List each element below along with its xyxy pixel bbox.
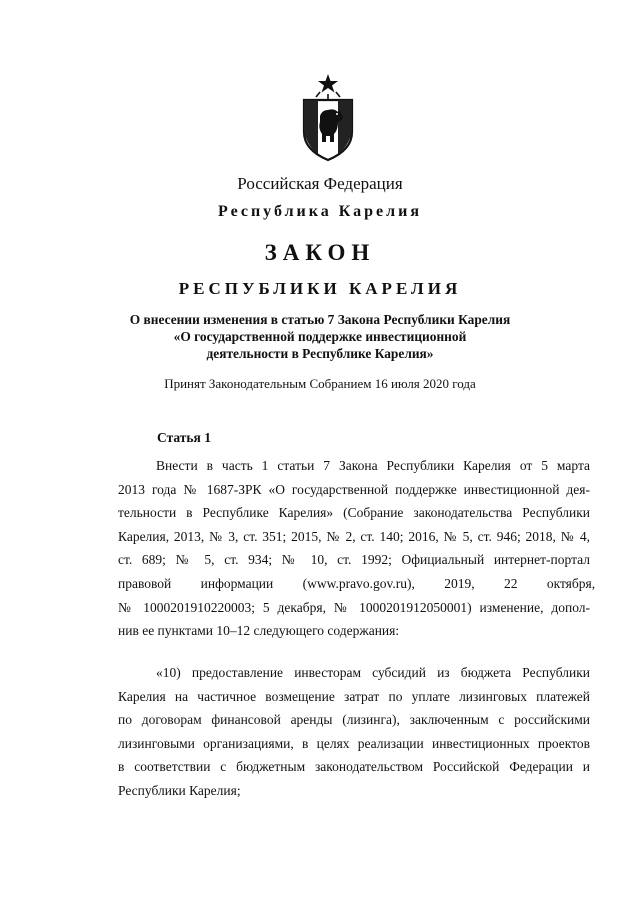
- paragraph-line: по договорам финансовой аренды (лизинга), заключенным с российскими: [118, 712, 590, 728]
- law-title-line: «О государственной поддержке инвестиционной: [173, 329, 467, 344]
- paragraph-line: Внести в часть 1 статьи 7 Закона Республики Карелия от 5 марта: [156, 458, 590, 473]
- coat-of-arms-karelia-icon: [298, 72, 358, 162]
- paragraph-line: тельности в Республике Карелия» (Собрание законодательства Республики: [118, 505, 590, 521]
- adoption-note: Принят Законодательным Собранием 16 июля 2020 года: [164, 376, 476, 391]
- paragraph-line: ст. 689; № 5, ст. 934; № 10, ст. 1992; Официальный интернет-портал: [118, 552, 590, 568]
- paragraph-line: лизинговыми организациями, в целях реализации инвестиционных проектов: [118, 735, 590, 751]
- article-heading: Статья 1: [157, 430, 211, 445]
- paragraph-line: Карелия, 2013, № 3, ст. 351; 2015, № 2, ст. 140; 2016, № 5, ст. 946; 2018, № 4,: [118, 528, 590, 544]
- article-paragraph-1: [118, 454, 596, 643]
- republic-name: Республика Карелия: [218, 203, 422, 220]
- paragraph-line: нив ее пунктами 10–12 следующего содержания:: [118, 623, 400, 639]
- paragraph-line: Карелия на частичное возмещение затрат по уплате лизинговых платежей: [118, 688, 590, 704]
- article-paragraph-2: [118, 661, 590, 803]
- document-issuer: РЕСПУБЛИКИ КАРЕЛИЯ: [178, 279, 462, 298]
- document-type: ЗАКОН: [264, 240, 376, 265]
- law-title: [0, 311, 640, 362]
- paragraph-line: в соответствии с бюджетным законодательством Российской Федерации и: [118, 759, 590, 775]
- law-title-line: деятельности в Республике Карелия»: [206, 346, 434, 361]
- law-title-line: О внесении изменения в статью 7 Закона Республики Карелия: [129, 312, 511, 327]
- paragraph-line: 2013 года № 1687-ЗРК «О государственной поддержке инвестиционной дея-: [118, 481, 590, 497]
- paragraph-line: правовой информации (www.pravo.gov.ru), 2019, 22 октября,: [118, 575, 596, 591]
- paragraph-line: «10) предоставление инвесторам субсидий из бюджета Республики: [156, 665, 590, 680]
- country-name: Российская Федерация: [237, 174, 403, 193]
- paragraph-line: № 1000201910220003; 5 декабря, № 1000201912050001) изменение, допол-: [118, 599, 590, 615]
- paragraph-line: Республики Карелия;: [118, 782, 241, 798]
